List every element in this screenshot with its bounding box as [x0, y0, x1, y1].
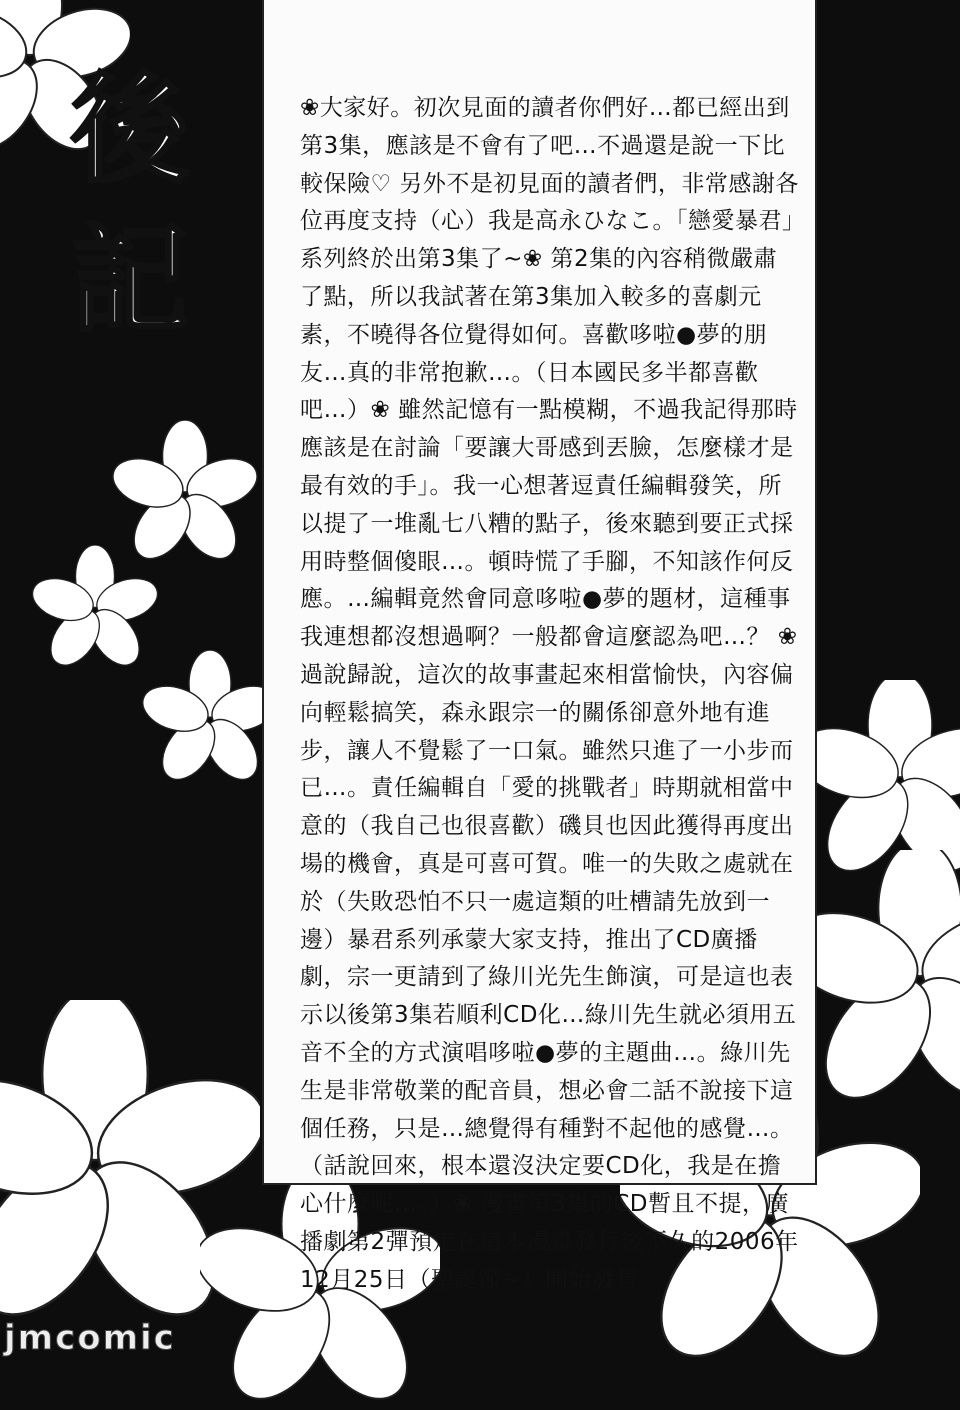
flower-icon — [140, 650, 280, 790]
afterword-body: ❀大家好。初次見面的讀者你們好…都已經出到第3集，應該是不會有了吧…不過還是說一下比較保險♡ 另外不是初見面的讀者們，非常感謝各位再度支持（心）我是高永ひなこ。「戀愛暴君」系列終於出第3集了~❀ 第2集的內容稍微嚴肅了點，所以我試著在第3集加入較多的喜劇元素，不曉得各位覺得如何。喜歡哆啦●夢的朋友…真的非常抱歉…。（日本國民多半都喜歡吧…）❀ 雖然記憶有一點模糊，不過我記得那時應該是在討論「要讓大哥感到丟臉，怎麼樣才是最有效的手」。我一心想著逗責任編輯發笑，所以提了一堆亂七八糟的點子，後來聽到要正式採用時整個傻眼…。頓時慌了手腳，不知該作何反應。…編輯竟然會同意哆啦●夢的題材，這種事我連想都沒想過啊？一般都會這麼認為吧…？ ❀過說歸說，這次的故事畫起來相當愉快，內容偏向輕鬆搞笑，森永跟宗一的關係卻意外地有進步，讓人不覺鬆了一口氣。雖然只進了一小步而已…。責任編輯自「愛的挑戰者」時期就相當中意的（我自己也很喜歡）磯貝也因此獲得再度出場的機會，真是可喜可賀。唯一的失敗之處就在於（失敗恐怕不只一處這類的吐槽請先放到一邊）暴君系列承蒙大家支持，推出了CD廣播劇，宗一更請到了綠川光先生飾演，可是這也表示以後第3集若順利CD化…綠川先生就必須用五音不全的方式演唱哆啦●夢的主題曲…。綠川先生是非常敬業的配音員，想必會二話不說接下這個任務，只是…總覺得有種對不起他的感覺…。（話說回來，根本還沒決定要CD化，我是在擔心什麼呢…。）❀ 漫畫第3集的CD暫且不提，廣播劇第2彈預定在這本漫畫發行後不久的2006年12月25日（聖誕節~）開始發售。 — [300, 95, 799, 1293]
watermark: jmcomic — [4, 1318, 176, 1358]
page-title: 後 記 — [70, 60, 189, 349]
